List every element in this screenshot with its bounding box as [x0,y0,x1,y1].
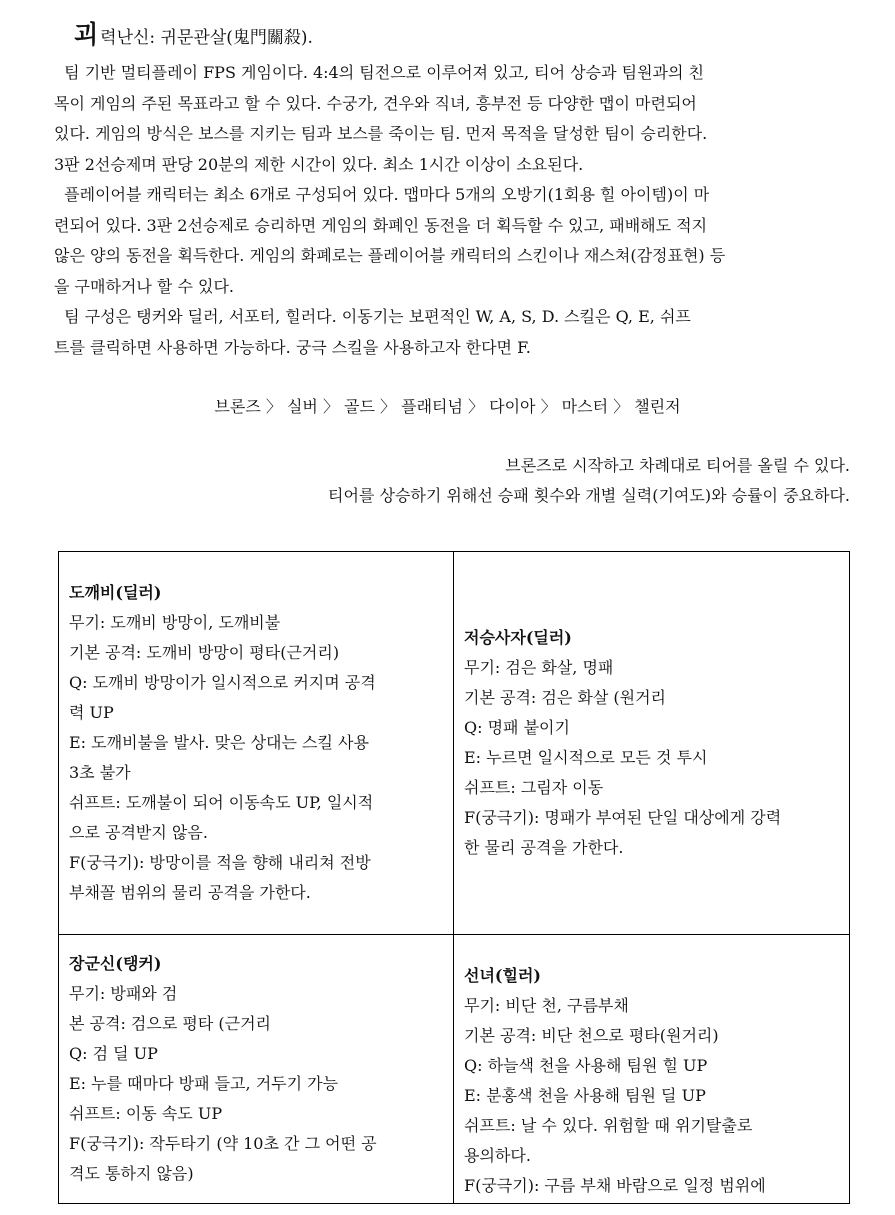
character-line: 쉬프트: 도깨불이 되어 이동속도 UP, 일시적 [69,793,374,812]
document-title [74,20,313,53]
character-line: Q: 도깨비 방망이가 일시적으로 커지며 공격 [69,673,376,692]
character-line: 무기: 비단 천, 구름부채 [464,996,629,1015]
character-line: 부채꼴 범위의 물리 공격을 가한다. [69,883,311,902]
title-drop-cap: 괴 [74,20,99,49]
character-line: 한 물리 공격을 가한다. [464,838,624,857]
intro-line: 3판 2선승제며 판당 20분의 제한 시간이 있다. 최소 1시간 이상이 소요된다. [54,154,584,174]
character-line: 쉬프트: 이동 속도 UP [69,1104,223,1123]
character-line: 기본 공격: 검은 화살 (원거리 [464,688,666,707]
character-name: 선녀(힐러) [464,966,541,985]
character-line: 무기: 검은 화살, 명패 [464,658,614,677]
character-table [58,551,850,1204]
character-line: E: 누를 때마다 방패 들고, 거두기 가능 [69,1074,339,1093]
character-line: E: 도깨비불을 발사. 맞은 상대는 스킬 사용 [69,733,369,752]
intro-line: 목이 게임의 주된 목표라고 할 수 있다. 수궁가, 견우와 직녀, 흥부전 등 다양한 맵이 마련되어 [54,93,697,113]
intro-line: 을 구매하거나 할 수 있다. [54,276,234,296]
intro-line: 팀 기반 멀티플레이 FPS 게임이다. 4:4의 팀전으로 이루어져 있고, 티어 상승과 팀원과의 친 [54,63,705,82]
character-cell-janggunsin [59,935,454,1204]
character-line: F(궁극기): 명패가 부여된 단일 대상에게 강력 [464,808,782,827]
character-line: 본 공격: 검으로 평타 (근거리 [69,1014,271,1033]
character-name: 장군신(탱커) [69,954,162,973]
intro-line: 팀 구성은 탱커와 딜러, 서포터, 힐러다. 이동기는 보편적인 W, A, S, D. 스킬은 Q, E, 쉬프 [54,307,691,326]
character-line: Q: 명패 붙이기 [464,718,570,737]
character-line: 격도 통하지 않음) [69,1164,194,1183]
tier-note-2: 티어를 상승하기 위해선 승패 횟수와 개별 실력(기여도)와 승률이 중요하다. [328,486,850,505]
intro-line: 플레이어블 캐릭터는 최소 6개로 구성되어 있다. 맵마다 5개의 오방기(1회용 힐 아이템)이 마 [54,185,710,204]
character-line: 용의하다. [464,1146,531,1165]
character-line: 무기: 도깨비 방망이, 도깨비불 [69,613,281,632]
character-line: E: 누르면 일시적으로 모든 것 투시 [464,748,708,767]
character-line: E: 분홍색 천을 사용해 팀원 딜 UP [464,1086,706,1105]
character-line: F(궁극기): 구름 부채 바람으로 일정 범위에 [464,1176,766,1195]
tier-progression: 브론즈 〉 실버 〉 골드 〉 플래티넘 〉 다이아 〉 마스터 〉 챌린저 [214,397,681,416]
tier-note-1: 브론즈로 시작하고 차례대로 티어를 올릴 수 있다. [505,456,850,475]
intro-line: 련되어 있다. 3판 2선승제로 승리하면 게임의 화폐인 동전을 더 획득할 수 있고, 패배해도 적지 [54,215,708,235]
character-line: 력 UP [69,703,114,722]
character-line: F(궁극기): 작두타기 (약 10초 간 그 어떤 공 [69,1134,377,1153]
character-name: 저승사자(딜러) [464,628,572,647]
intro-line: 트를 클릭하면 사용하면 가능하다. 궁극 스킬을 사용하고자 한다면 F. [54,337,531,357]
character-line: Q: 하늘색 천을 사용해 팀원 힐 UP [464,1056,708,1075]
character-line: 쉬프트: 날 수 있다. 위험할 때 위기탈출로 [464,1116,753,1135]
character-row [59,935,850,1204]
character-line: 기본 공격: 비단 천으로 평타(원거리) [464,1026,719,1045]
character-line: 3초 불가 [69,763,131,782]
character-row [59,552,850,935]
character-line: 으로 공격받지 않음. [69,823,208,842]
character-cell-jeoseung [454,552,850,935]
character-line: Q: 검 딜 UP [69,1044,158,1063]
character-name: 도깨비(딜러) [69,583,162,602]
title-text: 력난신: 귀문관살(鬼門關殺). [100,28,313,48]
intro-line: 않은 양의 동전을 획득한다. 게임의 화폐로는 플레이어블 캐릭터의 스킨이나 재스쳐(감정표현) 등 [54,246,726,265]
character-line: 쉬프트: 그림자 이동 [464,778,604,797]
intro-body [54,58,854,363]
intro-line: 있다. 게임의 방식은 보스를 지키는 팀과 보스를 죽이는 팀. 먼저 목적을 달성한 팀이 승리한다. [54,124,708,143]
character-line: F(궁극기): 방망이를 적을 향해 내리쳐 전방 [69,853,371,872]
character-cell-seonnyeo [454,935,850,1204]
character-line: 무기: 방패와 검 [69,984,178,1003]
character-cell-dokkaebi [59,552,454,935]
character-line: 기본 공격: 도깨비 방망이 평타(근거리) [69,643,340,662]
